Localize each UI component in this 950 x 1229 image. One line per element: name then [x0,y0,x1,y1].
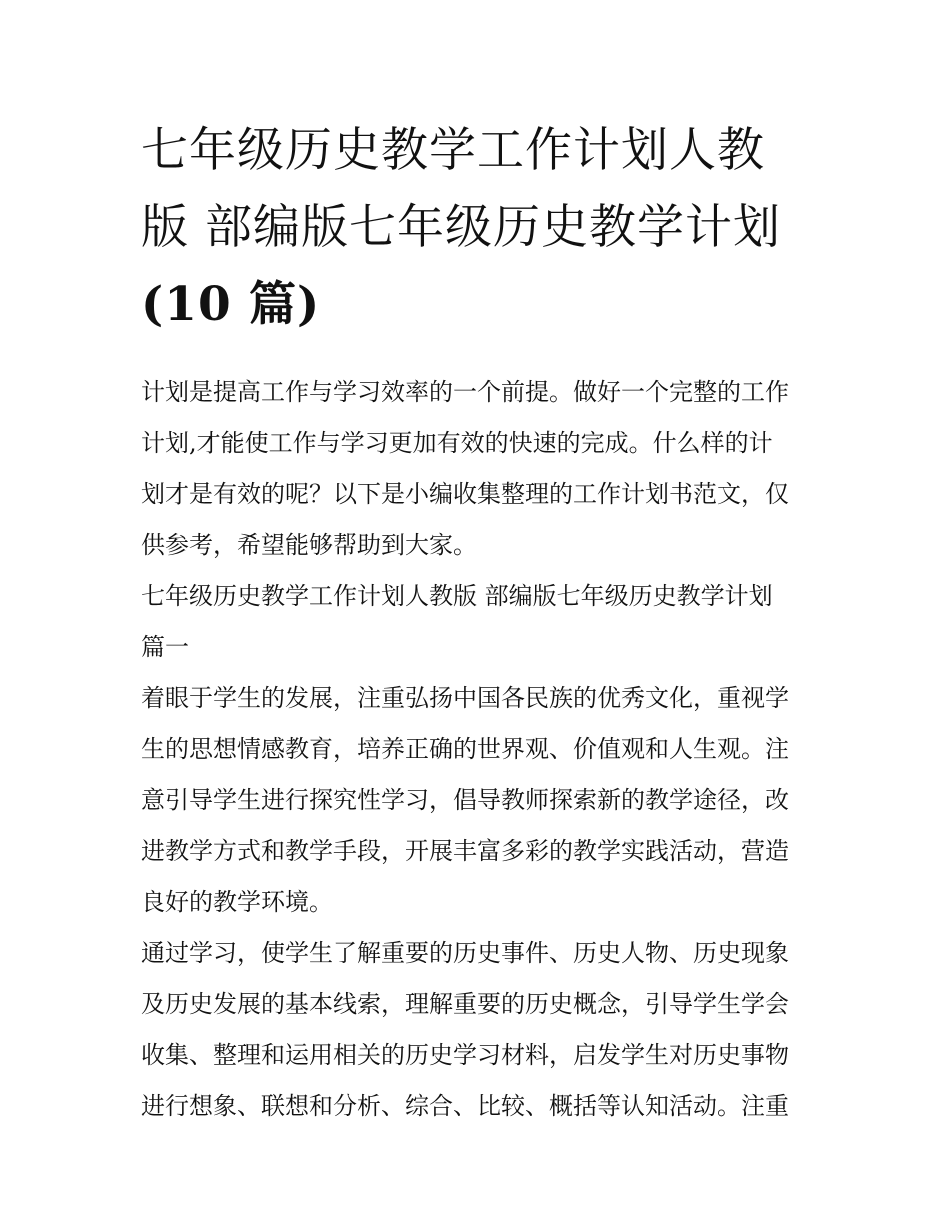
text-line: 着眼于学生的发展，注重弘扬中国各民族的优秀文化，重视学 [141,684,789,712]
intro-paragraph [141,367,813,571]
body-paragraph [141,928,813,1132]
text-line: 生的思想情感教育，培养正确的世界观、价值观和人生观。注 [141,735,789,763]
document-page [141,112,813,1132]
text-line: 七年级历史教学工作计划人教版 部编版七年级历史教学计划 [141,582,773,610]
text-line: 篇一 [141,633,189,661]
text-line: 通过学习，使学生了解重要的历史事件、历史人物、历史现象 [141,939,789,967]
title-line: 版 部编版七年级历史教学计划 [141,200,781,255]
text-line: 及历史发展的基本线索，理解重要的历史概念，引导学生学会 [141,990,789,1018]
title-line: 七年级历史教学工作计划人教 [141,123,765,178]
title-line: (10 篇) [141,277,321,332]
text-line: 收集、整理和运用相关的历史学习材料，启发学生对历史事物 [141,1041,789,1069]
document-body [141,367,813,1132]
text-line: 意引导学生进行探究性学习，倡导教师探索新的教学途径，改 [141,786,789,814]
text-line: 进行想象、联想和分析、综合、比较、概括等认知活动。注重 [141,1092,789,1120]
body-paragraph [141,673,813,928]
text-line: 良好的教学环境。 [141,888,333,916]
section-heading [141,571,813,673]
document-title [141,112,813,343]
text-line: 计划是提高工作与学习效率的一个前提。做好一个完整的工作 [141,378,789,406]
text-line: 计划,才能使工作与学习更加有效的快速的完成。什么样的计 [141,429,773,457]
text-line: 供参考，希望能够帮助到大家。 [141,531,477,559]
text-line: 划才是有效的呢？以下是小编收集整理的工作计划书范文，仅 [141,480,789,508]
text-line: 进教学方式和教学手段，开展丰富多彩的教学实践活动，营造 [141,837,789,865]
